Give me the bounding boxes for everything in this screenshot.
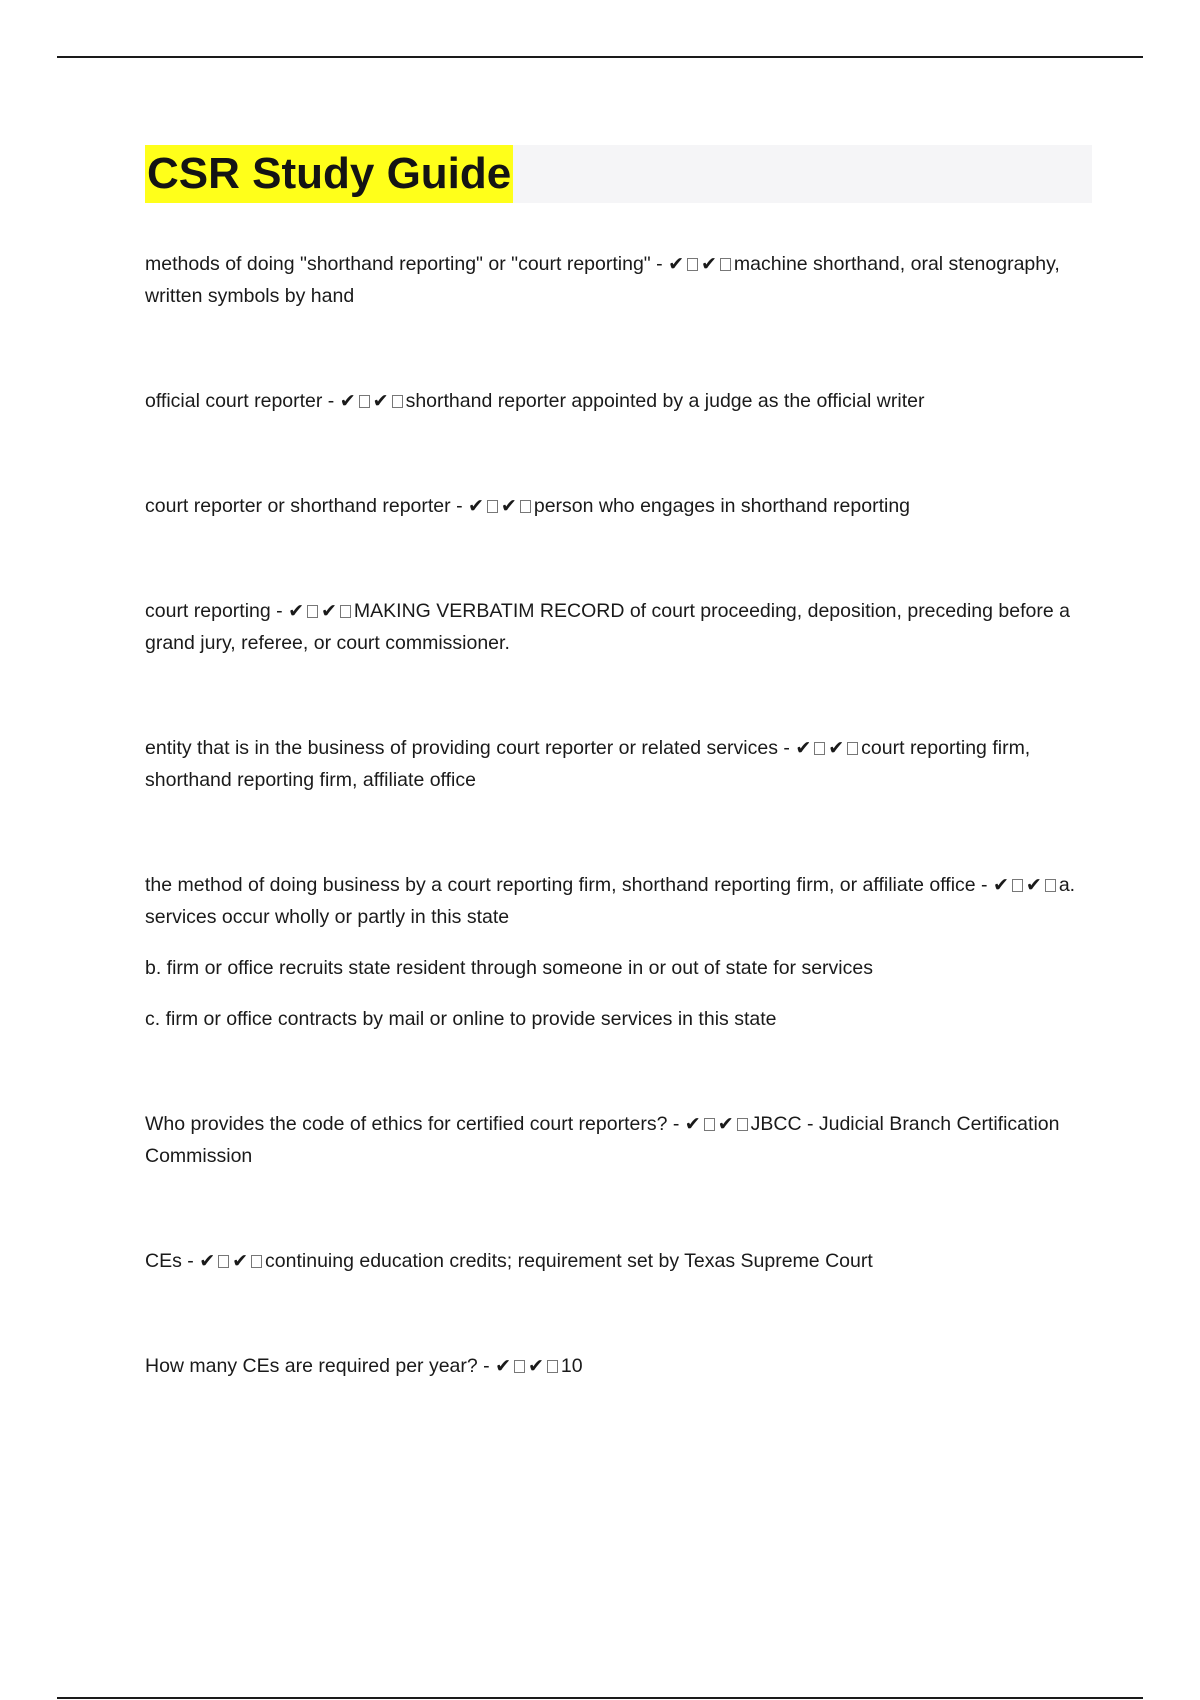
check-icon: ✔ (717, 1113, 734, 1135)
entry: official court reporter - ✔ ✔ shorthand reporter appointed by a judge as the official writer (145, 390, 925, 412)
entries-list (145, 248, 1080, 1382)
entry-answer: court reporting firm, shorthand reporting firm, affiliate office (145, 737, 1031, 791)
box-icon (487, 500, 498, 513)
entry-answer: continuing education credits; requirement set by Texas Supreme Court (265, 1250, 873, 1272)
box-icon (514, 1360, 525, 1373)
box-icon (392, 395, 403, 408)
entry-answer: shorthand reporter appointed by a judge as the official writer (405, 390, 925, 412)
entry-answer: a. services occur wholly or partly in this state (145, 874, 1076, 928)
box-icon (251, 1255, 262, 1268)
box-icon (687, 258, 698, 271)
entry-term: How many CEs are required per year? (145, 1355, 478, 1377)
check-icon: ✔ (684, 1113, 701, 1135)
check-icon: ✔ (528, 1355, 544, 1377)
box-icon (1045, 879, 1056, 892)
entry: methods of doing "shorthand reporting" or "court reporting" - ✔ ✔ machine shorthand, oral stenography, written symbols by hand (145, 253, 1060, 307)
box-icon (359, 395, 370, 408)
entry-answer: MAKING VERBATIM RECORD of court proceeding, deposition, preceding before a grand jury, referee, or court commissioner. (145, 600, 1070, 654)
check-icon: ✔ (795, 737, 812, 759)
entry-term: CEs (145, 1250, 182, 1272)
check-icon: ✔ (372, 390, 389, 412)
entry-term: Who provides the code of ethics for certified court reporters? (145, 1113, 668, 1135)
check-icon: ✔ (288, 600, 304, 622)
footer-rule (57, 1697, 1143, 1699)
entry-answer: person who engages in shorthand reporting (533, 495, 911, 517)
entry: court reporter or shorthand reporter - ✔ ✔ person who engages in shorthand reporting (145, 495, 911, 517)
entry: CEs - ✔ ✔ continuing education credits; requirement set by Texas Supreme Court (145, 1250, 873, 1272)
entry-term: court reporting (145, 600, 271, 622)
entry-term: official court reporter (145, 390, 323, 412)
check-icon: ✔ (468, 495, 484, 517)
check-icon: ✔ (668, 253, 684, 275)
page-title: CSR Study Guide (145, 145, 513, 203)
check-icon: ✔ (199, 1250, 216, 1272)
check-icon: ✔ (1025, 874, 1042, 896)
check-icon: ✔ (232, 1250, 249, 1272)
box-icon (737, 1118, 748, 1131)
box-icon (547, 1360, 558, 1373)
entry-term: the method of doing business by a court reporting firm, shorthand reporting firm, or affiliate office (145, 874, 976, 896)
entry: How many CEs are required per year? - ✔ ✔ 10 (145, 1355, 583, 1377)
check-icon: ✔ (495, 1355, 511, 1377)
check-icon: ✔ (992, 874, 1009, 896)
entry-term: methods of doing "shorthand reporting" or "court reporting" (145, 253, 651, 275)
box-icon (520, 500, 531, 513)
box-icon (704, 1118, 715, 1131)
box-icon (218, 1255, 229, 1268)
entry-answer: JBCC - Judicial Branch Certification Commission (145, 1113, 1060, 1167)
box-icon (1012, 879, 1023, 892)
entry-continuation: b. firm or office recruits state resident through someone in or out of state for services (145, 957, 873, 979)
entry-term: court reporter or shorthand reporter (145, 495, 451, 517)
box-icon (720, 258, 731, 271)
entry: entity that is in the business of providing court reporter or related services - ✔ ✔ court reporting firm, shorthand reporting firm, affiliate office (145, 737, 1031, 791)
entry-answer: 10 (560, 1355, 583, 1377)
header-rule (57, 56, 1143, 58)
box-icon (340, 605, 351, 618)
entry: Who provides the code of ethics for certified court reporters? - ✔ ✔ JBCC - Judicial Branch Certification Commission (145, 1113, 1060, 1167)
check-icon: ✔ (701, 253, 717, 275)
check-icon: ✔ (321, 600, 337, 622)
check-icon: ✔ (339, 390, 356, 412)
entry-term: entity that is in the business of providing court reporter or related services (145, 737, 778, 759)
check-icon: ✔ (828, 737, 845, 759)
box-icon (307, 605, 318, 618)
box-icon (847, 742, 858, 755)
box-icon (814, 742, 825, 755)
entry-continuation: c. firm or office contracts by mail or online to provide services in this state (145, 1008, 777, 1030)
entry: the method of doing business by a court reporting firm, shorthand reporting firm, or affiliate office - ✔ ✔ a. services occur wholly or partly in this state (145, 874, 1076, 928)
entry-answer: machine shorthand, oral stenography, written symbols by hand (145, 253, 1060, 307)
check-icon: ✔ (500, 495, 517, 517)
entry: court reporting - ✔ ✔ MAKING VERBATIM RECORD of court proceeding, deposition, preceding before a grand jury, referee, or court commissioner. (145, 600, 1070, 654)
